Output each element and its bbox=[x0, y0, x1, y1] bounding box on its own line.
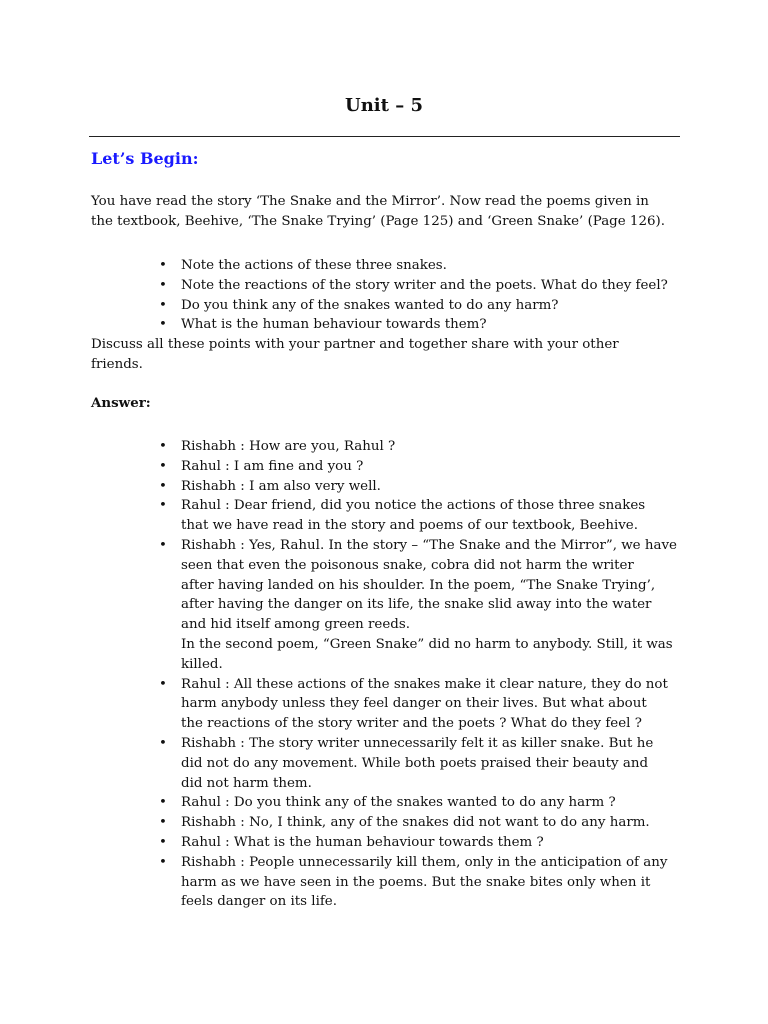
intro-line: You have read the story ‘The Snake and the Mirror’. Now read the poems given in bbox=[91, 194, 649, 209]
dialogue-line: harm as we have seen in the poems. But the snake bites only when it bbox=[181, 874, 651, 890]
list-item bbox=[155, 536, 695, 675]
bullet-icon: • bbox=[159, 478, 167, 494]
dialogue-line: did not do any movement. While both poets praised their beauty and bbox=[181, 755, 649, 771]
list-item bbox=[155, 813, 695, 833]
list-item bbox=[155, 833, 695, 853]
bullet-icon: • bbox=[159, 439, 167, 454]
answer-label: Answer: bbox=[91, 395, 151, 411]
dialogue-line: Rahul : What is the human behaviour towards them ? bbox=[181, 834, 544, 850]
title-divider bbox=[89, 136, 680, 137]
list-item bbox=[155, 496, 695, 536]
list-item-text: What is the human behaviour towards them? bbox=[181, 317, 487, 333]
list-item-text: Note the actions of these three snakes. bbox=[181, 258, 447, 273]
bullet-icon: • bbox=[159, 676, 167, 692]
list-item bbox=[155, 853, 695, 912]
intro-line: the textbook, Beehive, ‘The Snake Trying’ (Page 125) and ‘Green Snake’ (Page 126). bbox=[91, 213, 665, 229]
bullet-icon: • bbox=[159, 458, 167, 474]
bullet-icon: • bbox=[159, 317, 167, 333]
bullet-icon: • bbox=[159, 297, 167, 313]
bullet-icon: • bbox=[159, 795, 167, 811]
list-item bbox=[155, 256, 695, 276]
list-item bbox=[155, 315, 695, 335]
dialogue-line: seen that even the poisonous snake, cobra did not harm the writer bbox=[181, 557, 634, 573]
dialogue-line: killed. bbox=[181, 656, 223, 672]
list-item bbox=[155, 437, 695, 457]
list-item-text: Do you think any of the snakes wanted to do any harm? bbox=[181, 297, 559, 313]
bullet-icon: • bbox=[159, 277, 167, 293]
dialogue-line: Rishabh : No, I think, any of the snakes did not want to do any harm. bbox=[181, 815, 650, 831]
dialogue-line: Rishabh : People unnecessarily kill them, only in the anticipation of any bbox=[181, 854, 668, 870]
bullet-icon: • bbox=[159, 537, 167, 553]
dialogue-line: Rishabh : Yes, Rahul. In the story – “The Snake and the Mirror”, we have bbox=[181, 537, 677, 553]
bullet-icon: • bbox=[159, 498, 167, 514]
dialogue-line: Rishabh : I am also very well. bbox=[181, 478, 381, 494]
dialogue-line: after having landed on his shoulder. In the poem, “The Snake Trying’, bbox=[181, 577, 656, 593]
discuss-line: friends. bbox=[91, 356, 143, 372]
list-item bbox=[155, 296, 695, 316]
dialogue-line: and hid itself among green reeds. bbox=[181, 617, 410, 633]
section-heading: Let’s Begin: bbox=[91, 149, 199, 168]
list-item bbox=[155, 675, 695, 734]
dialogue-line: Rahul : All these actions of the snakes make it clear nature, they do not bbox=[181, 676, 668, 692]
bullet-icon: • bbox=[159, 815, 167, 831]
bullet-icon: • bbox=[159, 854, 167, 870]
discuss-paragraph bbox=[91, 335, 691, 375]
dialogue-line: Rahul : Do you think any of the snakes wanted to do any harm ? bbox=[181, 795, 616, 811]
task-list bbox=[155, 256, 695, 335]
dialogue-line: Rishabh : How are you, Rahul ? bbox=[181, 439, 396, 454]
dialogue-line: feels danger on its life. bbox=[181, 894, 337, 910]
dialogue-line: In the second poem, “Green Snake” did no harm to anybody. Still, it was bbox=[181, 636, 673, 652]
list-item bbox=[155, 457, 695, 477]
page-title: Unit – 5 bbox=[345, 95, 423, 116]
discuss-line: Discuss all these points with your partner and together share with your other bbox=[91, 337, 619, 352]
bullet-icon: • bbox=[159, 834, 167, 850]
dialogue-line: Rahul : I am fine and you ? bbox=[181, 458, 364, 474]
bullet-icon: • bbox=[159, 735, 167, 751]
dialogue-list bbox=[155, 437, 695, 912]
dialogue-line: did not harm them. bbox=[181, 775, 312, 791]
dialogue-line: Rahul : Dear friend, did you notice the actions of those three snakes bbox=[181, 498, 646, 514]
dialogue-line: that we have read in the story and poems of our textbook, Beehive. bbox=[181, 518, 638, 534]
dialogue-line: harm anybody unless they feel danger on their lives. But what about bbox=[181, 696, 647, 712]
list-item bbox=[155, 734, 695, 793]
list-item-text: Note the reactions of the story writer and the poets. What do they feel? bbox=[181, 277, 668, 293]
list-item bbox=[155, 477, 695, 497]
intro-paragraph bbox=[91, 192, 691, 232]
list-item bbox=[155, 276, 695, 296]
dialogue-line: after having the danger on its life, the snake slid away into the water bbox=[181, 597, 652, 613]
dialogue-line: Rishabh : The story writer unnecessarily felt it as killer snake. But he bbox=[181, 735, 654, 751]
bullet-icon: • bbox=[159, 258, 167, 273]
list-item bbox=[155, 793, 695, 813]
dialogue-line: the reactions of the story writer and the poets ? What do they feel ? bbox=[181, 716, 642, 732]
